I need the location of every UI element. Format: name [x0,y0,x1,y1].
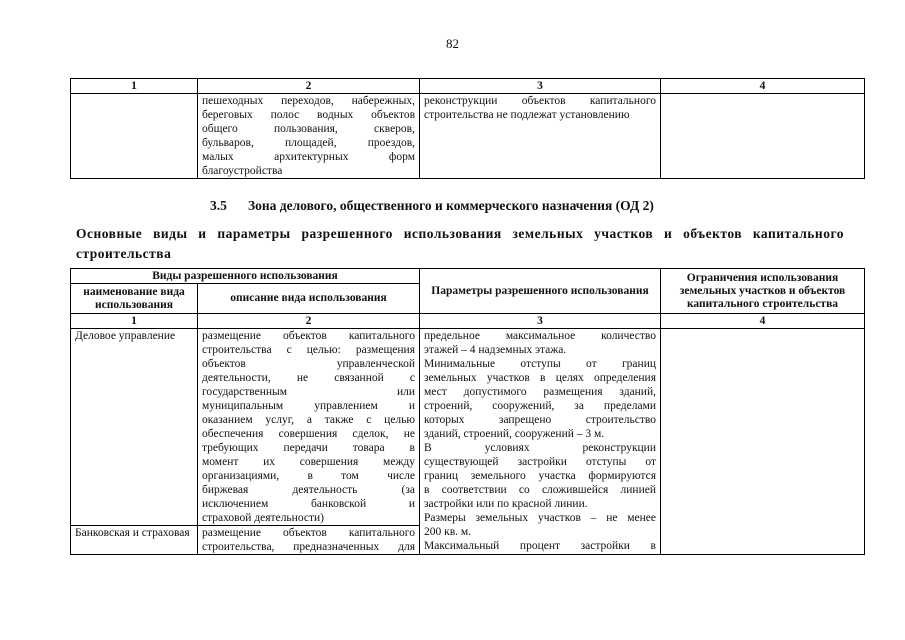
text-line: объектов управленческой [202,358,415,370]
text-line: размещение объектов капитального [202,330,415,342]
column-number: 2 [198,314,420,329]
text-line: обеспечения совершения сделок, не [202,428,415,440]
header-use-description: описание вида использования [198,284,420,314]
text-line: оказанием услуг, а также с целью [202,414,415,426]
text-line: земельных участков в целях определения [424,372,656,384]
text-line: государственным или [202,386,415,398]
column-number: 4 [661,314,865,329]
text-line: строительства, предназначенных для [202,541,415,553]
use-name-cell: Банковская и страховая [71,526,198,555]
text-line: Размеры земельных участков – не менее [424,512,656,524]
text-line: реконструкции объектов капитального [424,95,656,107]
column-number: 1 [71,314,198,329]
text-line: исключением банковской и [202,498,415,510]
text-line: общего пользования, скверов, [202,123,415,135]
text-line: пешеходных переходов, набережных, [202,95,415,107]
text-line: требующих передачи товара в [202,442,415,454]
text-line: существующей застройки отступы от [424,456,656,468]
header-limits: Ограничения использования земельных участков и объектов капитального строительства [661,269,865,314]
continued-table [70,78,865,179]
text-line: зданий, строений, сооружений – 3 м. [424,428,605,440]
text-line: этажей – 4 надземных этажа. [424,344,567,356]
zoning-table [70,268,865,555]
section-heading [210,198,654,214]
text-line: момент их совершения между [202,456,415,468]
use-description-cell [198,329,420,526]
column-number: 2 [198,79,420,94]
text-line: береговых полос водных объектов [202,109,415,121]
text-line: которых запрещено строительство [424,414,656,426]
column-number: 1 [71,79,198,94]
limits-cell [661,329,865,555]
section-number: 3.5 [210,198,227,213]
header-group-use-types: Виды разрешенного использования [71,269,420,284]
text-line: строительства не подлежат установлению [424,109,630,121]
text-line: бульваров, площадей, проездов, [202,137,415,149]
header-use-name: наименование вида использования [71,284,198,314]
use-name-cell: Деловое управление [71,329,198,526]
table-cell [71,94,198,179]
text-line: деятельности, не связанной с [202,372,415,384]
text-line: В условиях реконструкции [424,442,656,454]
parameters-cell [420,329,661,555]
column-number: 3 [420,79,661,94]
text-line: малых архитектурных форм [202,151,415,163]
text-line: строений, сооружений, за пределами [424,400,656,412]
text-line: строительства с целью: размещения [202,344,415,356]
text-line: застройки или по красной линии. [424,498,588,510]
use-description-cell [198,526,420,555]
text-line: размещение объектов капитального [202,527,415,539]
text-line: муниципальным управлением и [202,400,415,412]
text-line: границ земельного участка формируются [424,470,656,482]
text-line: предельное максимальное количество [424,330,656,342]
table-cell [661,94,865,179]
section-title: Зона делового, общественного и коммерческого назначения (ОД 2) [248,198,654,213]
text-line: Минимальные отступы от границ [424,358,656,370]
header-params: Параметры разрешенного использования [420,269,661,314]
text-line: организациями, в том числе [202,470,415,482]
text-line: биржевая деятельность (за [202,484,415,496]
parameters-cell [420,94,661,179]
text-line: благоустройства [202,165,283,177]
subheading: Основные виды и параметры разрешенного использования земельных участков и объектов капитального строительства [76,226,844,261]
text-line: Максимальный процент застройки в [424,540,656,552]
text-line: страховой деятельности) [202,512,324,524]
page-number: 82 [446,36,459,51]
text-line: в соответствии со сложившейся линией [424,484,656,496]
column-number: 3 [420,314,661,329]
text-line: мест допустимого размещения зданий, [424,386,656,398]
text-line: 200 кв. м. [424,526,472,538]
use-description-cell [198,94,420,179]
column-number: 4 [661,79,865,94]
